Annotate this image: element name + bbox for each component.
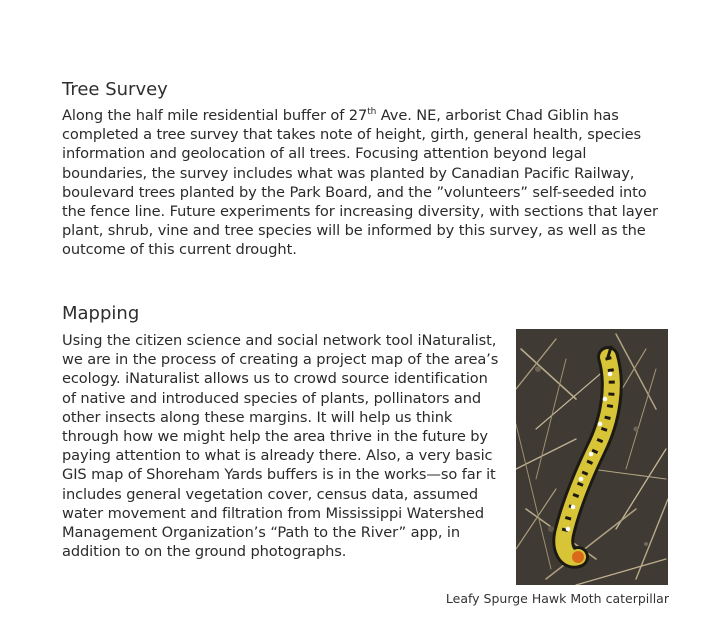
photo-caption: Leafy Spurge Hawk Moth caterpillar xyxy=(445,591,669,606)
tree-survey-text-end: Ave. NE, arborist Chad Giblin has completed a tree survey that takes note of height, girth, general health, species information and geolocation of all trees. Focusing attention beyond legal boundaries, the survey includes what was planted by Canadian Pacific Railway, boulevard trees planted by the Park Board, and the ”volunteers” self-seeded into the fence line. Future experiments for increasing diversity, with sections that layer plant, shrub, vine and tree species will be informed by this survey, as well as the outcome of this current drought. xyxy=(62,107,658,259)
tree-survey-text-start: Along the half mile residential buffer of 27 xyxy=(62,107,368,124)
mapping-paragraph: Using the citizen science and social network tool iNaturalist, we are in the process of creating a project map of the area’s ecology. iNaturalist allows us to crowd source identification of native and introduced species of plants, pollinators and other insects along these margins. It will help us think through how we might help the area thrive in the future by paying attention to what is already there. Also, a very basic GIS map of Shoreham Yards buffers is in the works—so far it includes general vegetation cover, census data, assumed water movement and filtration from Mississippi Watershed Management Organization’s “Path to the River” app, in addition to on the ground photographs. xyxy=(62,332,499,561)
mapping-heading: Mapping xyxy=(62,303,140,324)
caterpillar-photo xyxy=(516,329,668,585)
tree-survey-heading: Tree Survey xyxy=(62,79,168,100)
ordinal-suffix: th xyxy=(367,107,377,118)
tree-survey-paragraph xyxy=(62,106,662,260)
